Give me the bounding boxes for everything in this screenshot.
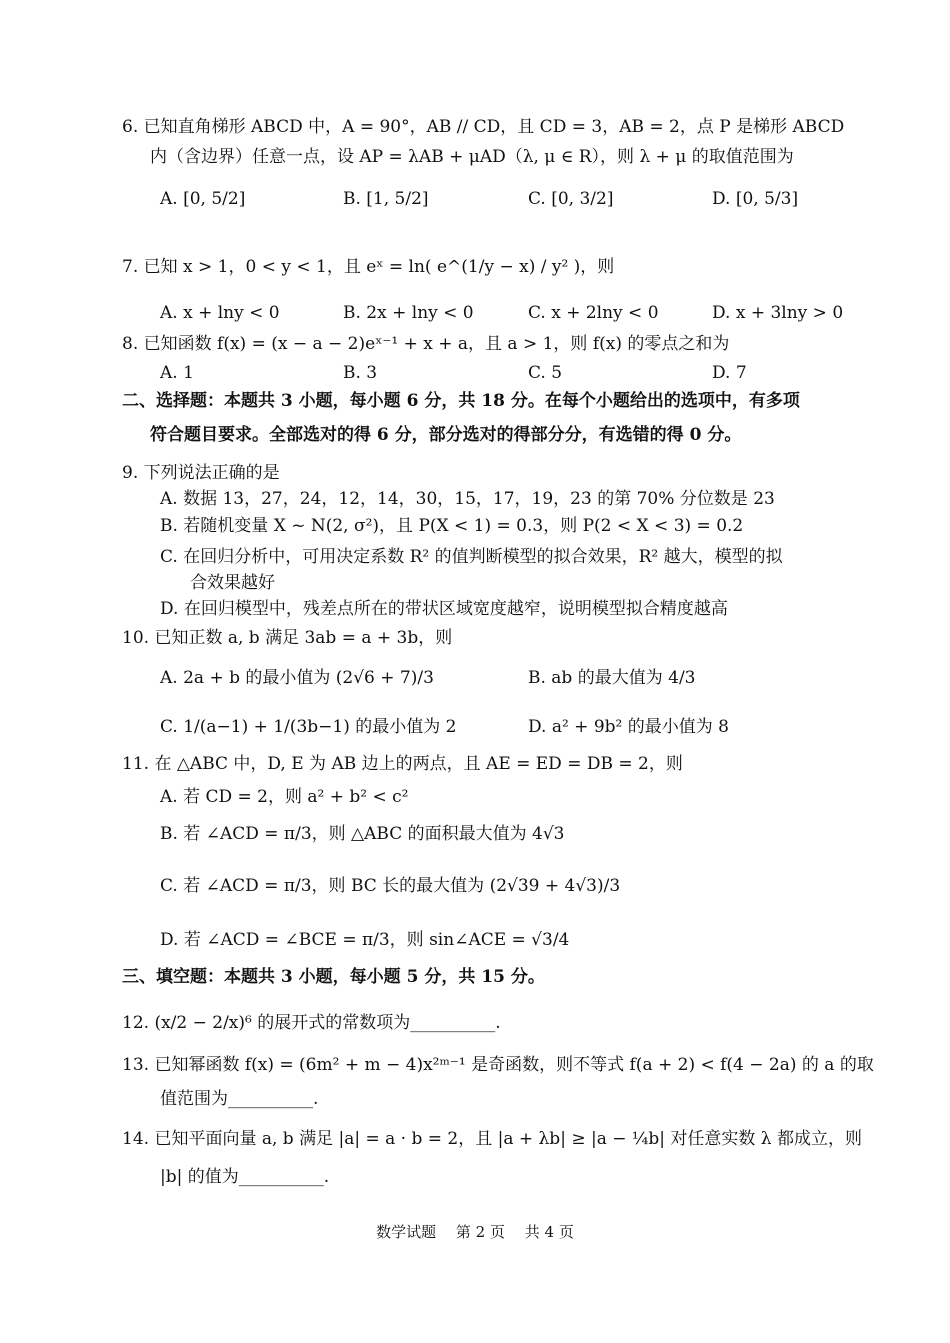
section2-heading-line1: 二、选择题：本题共 3 小题，每小题 6 分，共 18 分。在每个小题给出的选项中，有多项: [122, 391, 800, 411]
q6-option-c: C. [0, 3/2]: [528, 189, 614, 209]
q12-text: 12. (x/2 − 2/x)⁶ 的展开式的常数项为__________.: [122, 1013, 501, 1033]
q9-option-a: A. 数据 13，27，24，12，14，30，15，17，19，23 的第 70% 分位数是 23: [160, 489, 775, 509]
q8-option-b: B. 3: [343, 363, 378, 383]
q8-option-d: D. 7: [712, 363, 747, 383]
q14-line2: |b| 的值为__________.: [160, 1167, 330, 1187]
q9-option-c-line2: 合效果越好: [190, 573, 275, 593]
q11-stem: 11. 在 △ABC 中，D, E 为 AB 边上的两点，且 AE = ED = DB = 2，则: [122, 754, 683, 774]
q7-option-c: C. x + 2lny < 0: [528, 303, 659, 323]
q6-option-a: A. [0, 5/2]: [160, 189, 246, 209]
q6-option-b: B. [1, 5/2]: [343, 189, 429, 209]
q11-option-a: A. 若 CD = 2，则 a² + b² < c²: [160, 787, 409, 807]
q6-option-d: D. [0, 5/3]: [712, 189, 799, 209]
q7-option-d: D. x + 3lny > 0: [712, 303, 844, 323]
q9-stem: 9. 下列说法正确的是: [122, 463, 280, 483]
q7-stem: 7. 已知 x > 1，0 < y < 1，且 eˣ = ln( e^(1/y − x) / y² )，则: [122, 257, 615, 277]
q10-option-d: D. a² + 9b² 的最小值为 8: [528, 717, 729, 737]
q11-option-d: D. 若 ∠ACD = ∠BCE = π/3，则 sin∠ACE = √3/4: [160, 930, 570, 950]
q13-line1: 13. 已知幂函数 f(x) = (6m² + m − 4)x²ᵐ⁻¹ 是奇函数，则不等式 f(a + 2) < f(4 − 2a) 的 a 的取: [122, 1055, 874, 1075]
q9-option-b: B. 若随机变量 X ~ N(2, σ²)，且 P(X < 1) = 0.3，则 P(2 < X < 3) = 0.2: [160, 516, 744, 536]
q10-stem: 10. 已知正数 a, b 满足 3ab = a + 3b，则: [122, 628, 453, 648]
q7-option-a: A. x + lny < 0: [160, 303, 280, 323]
q13-line2: 值范围为__________.: [160, 1089, 319, 1109]
q6-line1: 6. 已知直角梯形 ABCD 中，A = 90°，AB // CD，且 CD = 3，AB = 2，点 P 是梯形 ABCD: [122, 117, 845, 137]
q10-option-a: A. 2a + b 的最小值为 (2√6 + 7)/3: [160, 668, 434, 688]
q8-stem: 8. 已知函数 f(x) = (x − a − 2)eˣ⁻¹ + x + a，且 a > 1，则 f(x) 的零点之和为: [122, 334, 730, 354]
page-footer: 数学试题 第 2 页 共 4 页: [376, 1223, 574, 1241]
q8-option-a: A. 1: [160, 363, 194, 383]
q7-option-b: B. 2x + lny < 0: [343, 303, 474, 323]
q11-option-c: C. 若 ∠ACD = π/3，则 BC 长的最大值为 (2√39 + 4√3)/3: [160, 876, 621, 896]
q10-option-c: C. 1/(a−1) + 1/(3b−1) 的最小值为 2: [160, 717, 457, 737]
q10-option-b: B. ab 的最大值为 4/3: [528, 668, 696, 688]
section2-heading-line2: 符合题目要求。全部选对的得 6 分，部分选对的得部分分，有选错的得 0 分。: [150, 425, 742, 445]
q14-line1: 14. 已知平面向量 a, b 满足 |a| = a · b = 2，且 |a + λb| ≥ |a − ¼b| 对任意实数 λ 都成立，则: [122, 1129, 862, 1149]
q11-option-b: B. 若 ∠ACD = π/3，则 △ABC 的面积最大值为 4√3: [160, 824, 565, 844]
q9-option-d: D. 在回归模型中，残差点所在的带状区域宽度越窄，说明模型拟合精度越高: [160, 599, 728, 619]
q6-line2: 内（含边界）任意一点，设 AP = λAB + μAD（λ, μ ∈ R），则 λ + μ 的取值范围为: [150, 147, 794, 167]
section3-heading: 三、填空题：本题共 3 小题，每小题 5 分，共 15 分。: [122, 967, 545, 987]
q8-option-c: C. 5: [528, 363, 563, 383]
q9-option-c-line1: C. 在回归分析中，可用决定系数 R² 的值判断模型的拟合效果，R² 越大，模型的拟: [160, 547, 783, 567]
